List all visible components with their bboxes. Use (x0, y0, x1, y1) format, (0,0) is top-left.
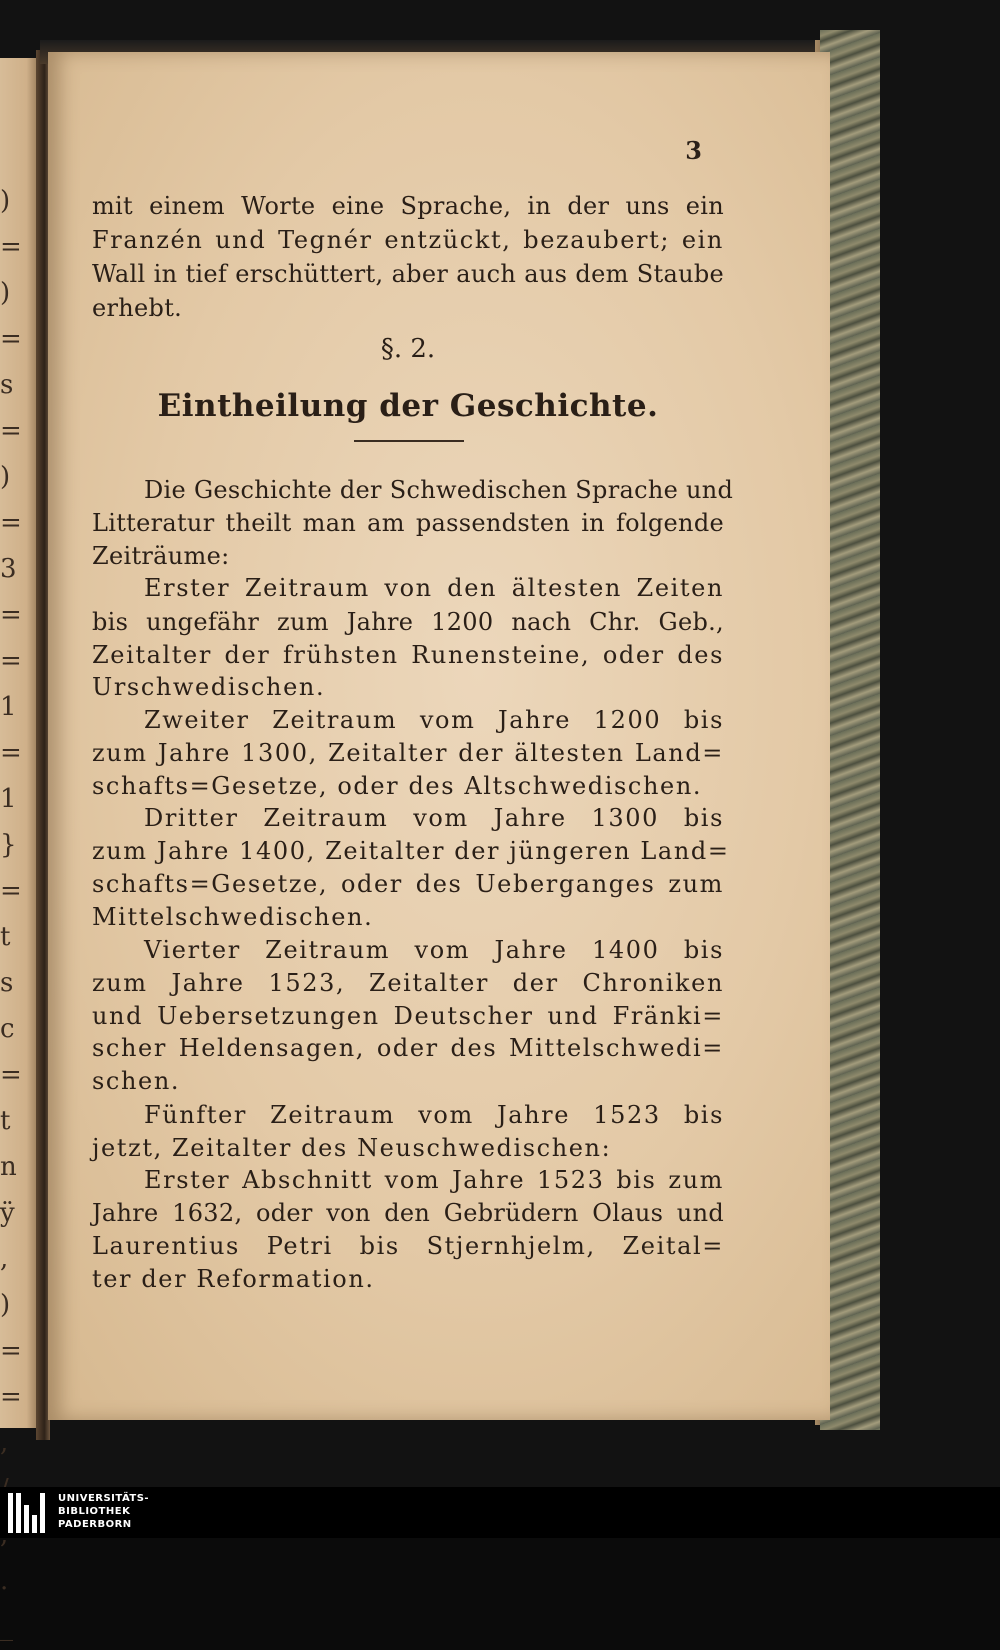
text-line: und Uebersetzungen Deutscher und Fränki= (92, 1002, 724, 1030)
text-line: Fünfter Zeitraum vom Jahre 1523 bis (144, 1101, 724, 1129)
text-line: zum Jahre 1300, Zeitalter der ältesten Land= (92, 739, 724, 767)
text-line: Vierter Zeitraum vom Jahre 1400 bis (144, 936, 724, 964)
text-line: Zeiträume: (92, 542, 230, 570)
text-line: schen. (92, 1067, 181, 1095)
text-line: Zweiter Zeitraum vom Jahre 1200 bis (144, 706, 724, 734)
text-line: Erster Zeitraum von den ältesten Zeiten (144, 574, 724, 602)
left-page-text-fragments: ) = ) = s = ) = 3 = = 1 = 1 } = t s c = t n ÿ , ) = = , . _ (0, 186, 22, 1642)
library-name (58, 1492, 149, 1531)
university-library-bars-icon (8, 1493, 50, 1533)
text-line: jetzt, Zeitalter des Neuschwedischen: (92, 1134, 612, 1162)
title-divider (354, 440, 464, 442)
text-line: Jahre 1632, oder von den Gebrüdern Olaus und (92, 1199, 724, 1227)
text-line: zum Jahre 1400, Zeitalter der jüngeren Land= (92, 837, 730, 865)
text-line: Laurentius Petri bis Stjernhjelm, Zeital= (92, 1232, 724, 1260)
text-line: scher Heldensagen, oder des Mittelschwedi= (92, 1034, 724, 1062)
text-line: Urschwedischen. (92, 673, 326, 701)
text-line: zum Jahre 1523, Zeitalter der Chroniken (92, 969, 724, 997)
text-line: ter der Reformation. (92, 1265, 375, 1293)
text-line: Litteratur theilt man am passendsten in folgende (92, 509, 724, 537)
library-name-line: BIBLIOTHEK (58, 1506, 131, 1517)
text-line: schafts=Gesetze, oder des Altschwedischen. (92, 772, 703, 800)
library-name-line: UNIVERSITÄTS- (58, 1493, 150, 1504)
text-line: schafts=Gesetze, oder des Ueberganges zum (92, 870, 724, 898)
text-line: erhebt. (92, 294, 183, 322)
text-line: Dritter Zeitraum vom Jahre 1300 bis (144, 804, 724, 832)
page-number: 3 (685, 136, 702, 165)
page-text-block (92, 120, 734, 1293)
library-name-line: PADERBORN (58, 1519, 132, 1530)
section-title: Eintheilung der Geschichte. (157, 388, 659, 424)
text-line: Erster Abschnitt vom Jahre 1523 bis zum (144, 1166, 724, 1194)
text-line: mit einem Worte eine Sprache, in der uns ein (92, 192, 724, 220)
left-page-edge (0, 58, 38, 1642)
text-line: Franzén und Tegnér entzückt, bezaubert; ein (92, 226, 724, 254)
text-line: Mittelschwedischen. (92, 903, 374, 931)
section-number: §. 2. (380, 334, 436, 364)
library-footer (0, 1487, 1000, 1538)
text-line: bis ungefähr zum Jahre 1200 nach Chr. Geb., (92, 608, 724, 636)
text-line: Die Geschichte der Schwedischen Sprache und (144, 476, 734, 504)
text-line: Wall in tief erschüttert, aber auch aus dem Staube (92, 260, 724, 288)
text-line: Zeitalter der frühsten Runensteine, oder des (92, 641, 724, 669)
